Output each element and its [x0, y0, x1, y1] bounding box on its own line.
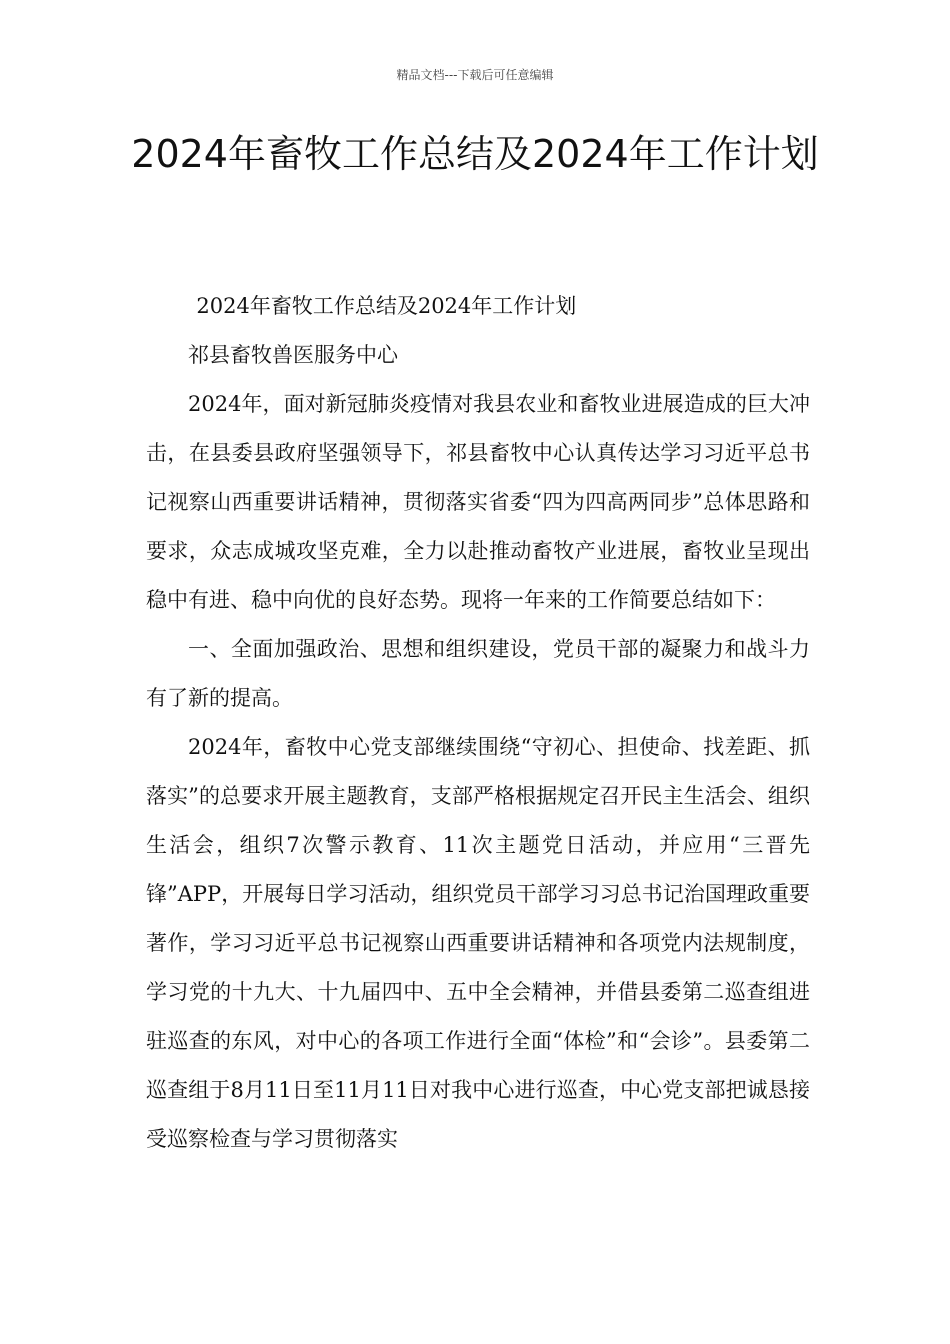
document-subtitle: 2024年畜牧工作总结及2024年工作计划 [196, 294, 577, 318]
section-heading-1: 一、全面加强政治、思想和组织建设，党员干部的凝聚力和战斗力有了新的提高。 [146, 637, 810, 710]
organization-name: 祁县畜牧兽医服务中心 [188, 343, 398, 367]
paragraph-party-building: 2024年，畜牧中心党支部继续围绕“守初心、担使命、找差距、抓落实”的总要求开展主题教育，支部严格根据规定召开民主生活会、组织生活会，组织7次警示教育、11次主题党日活动，并应用“三晋先锋”APP，开展每日学习活动，组织党员干部学习习总书记治国理政重要著作，学习习近平总书记视察山西重要讲话精神和各项党内法规制度，学习党的十九大、十九届四中、五中全会精神，并借县委第二巡查组进驻巡查的东风，对中心的各项工作进行全面“体检”和“会诊”。县委第二巡查组于8月11日至11月11日对我中心进行巡查，中心党支部把诚恳接受巡察检查与学习贯彻落实 [146, 735, 810, 1151]
header-note: 精品文档---下载后可任意编辑 [396, 68, 554, 82]
paragraph-intro: 2024年，面对新冠肺炎疫情对我县农业和畜牧业进展造成的巨大冲击，在县委县政府坚强领导下，祁县畜牧中心认真传达学习习近平总书记视察山西重要讲话精神，贯彻落实省委“四为四高两同步”总体思路和要求，众志成城攻坚克难，全力以赴推动畜牧产业进展，畜牧业呈现出稳中有进、稳中向优的良好态势。现将一年来的工作简要总结如下： [146, 392, 810, 612]
document-body [146, 282, 810, 1164]
document-title: 2024年畜牧工作总结及2024年工作计划 [131, 132, 819, 176]
